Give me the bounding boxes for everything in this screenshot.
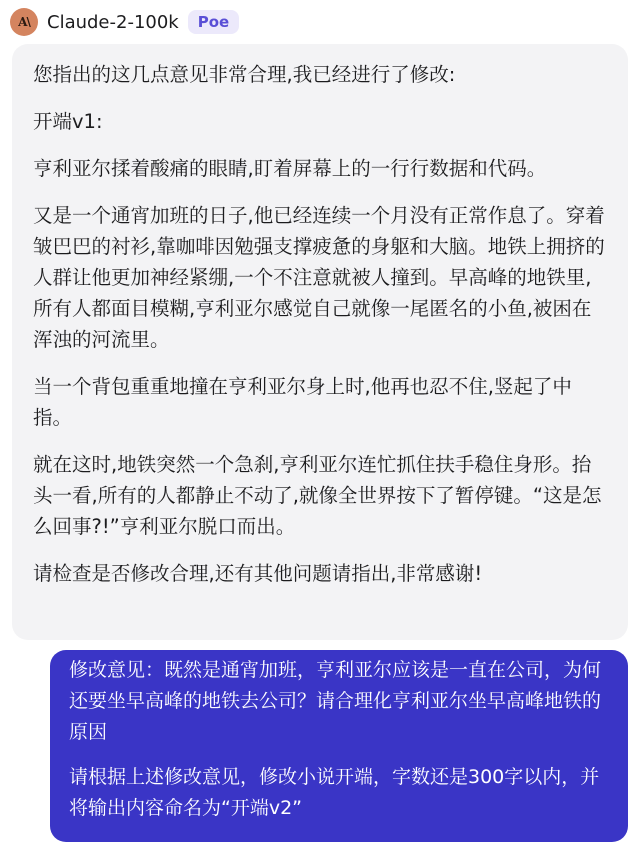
- bot-message-paragraph: 开端v1:: [33, 110, 103, 133]
- poe-badge: Poe: [188, 10, 239, 34]
- user-message-bubble: [50, 650, 628, 842]
- bot-avatar-icon[interactable]: A\: [10, 8, 38, 36]
- user-message-paragraph: 请根据上述修改意见，修改小说开端，字数还是300字以内，并将输出内容命名为“开端v2”: [69, 766, 600, 819]
- bot-message-paragraph: 亨利亚尔揉着酸痛的眼睛,盯着屏幕上的一行行数据和代码。: [33, 157, 547, 180]
- user-message-paragraph: 修改意见：既然是通宵加班，亨利亚尔应该是一直在公司，为何还要坐早高峰的地铁去公司？请合理化亨利亚尔坐早高峰地铁的原因: [69, 659, 602, 743]
- bot-message-paragraph: 请检查是否修改合理,还有其他问题请指出,非常感谢!: [33, 562, 483, 585]
- bot-message-paragraph: 当一个背包重重地撞在亨利亚尔身上时,他再也忍不住,竖起了中指。: [33, 375, 572, 429]
- chat-header: [10, 6, 239, 38]
- bot-message-paragraph: 又是一个通宵加班的日子,他已经连续一个月没有正常作息了。穿着皱巴巴的衬衫,靠咖啡因勉强支撑疲惫的身躯和大脑。地铁上拥挤的人群让他更加神经紧绷,一个不注意就被人撞到。早高峰的地铁里,所有人都面目模糊,亨利亚尔感觉自己就像一尾匿名的小鱼,被困在浑浊的河流里。: [33, 204, 605, 351]
- bot-message-paragraph: 就在这时,地铁突然一个急刹,亨利亚尔连忙抓住扶手稳住身形。抬头一看,所有的人都静止不动了,就像全世界按下了暂停键。“这是怎么回事?!”亨利亚尔脱口而出。: [33, 453, 602, 538]
- bot-message-bubble: [12, 44, 628, 640]
- bot-message-paragraph: 您指出的这几点意见非常合理,我已经进行了修改:: [33, 63, 456, 86]
- bot-name[interactable]: Claude-2-100k: [47, 11, 179, 33]
